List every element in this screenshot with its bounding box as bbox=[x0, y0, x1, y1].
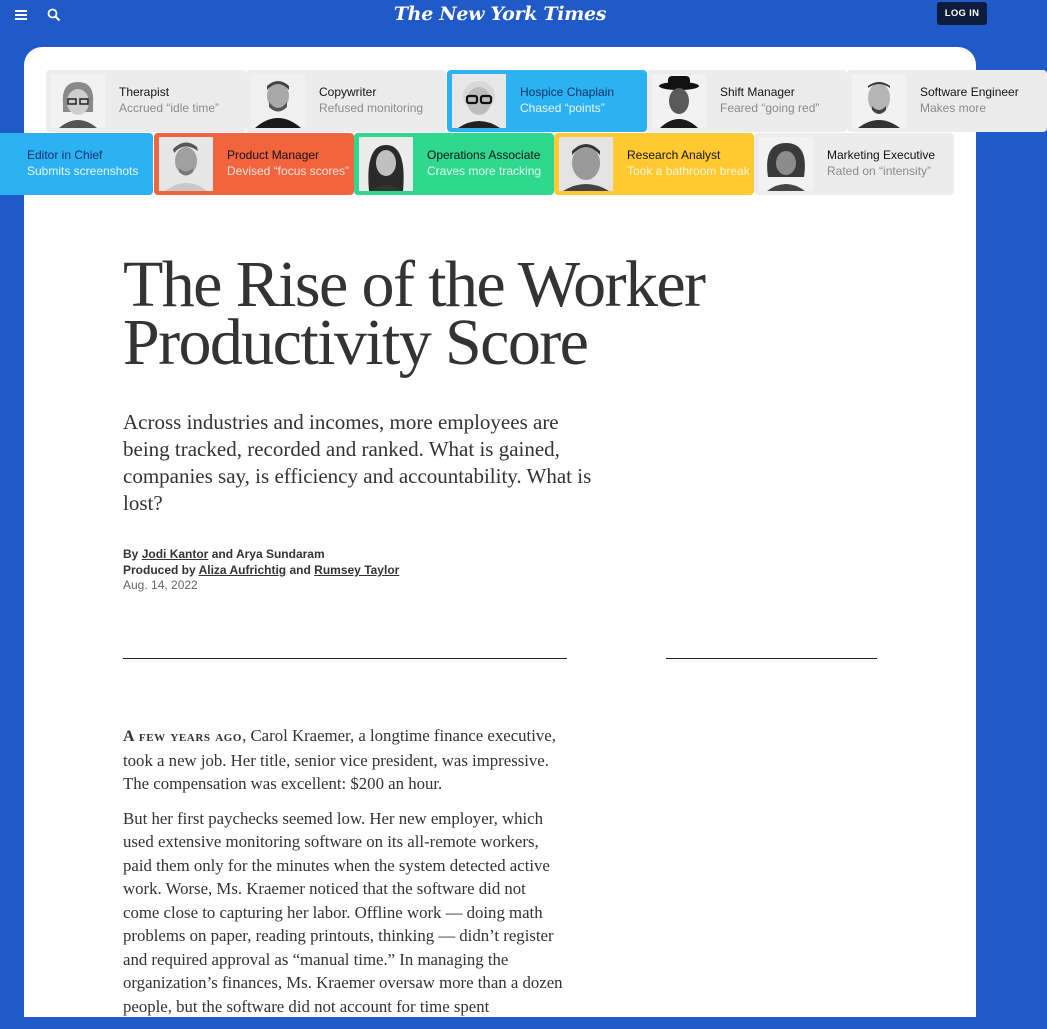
tile-role: Editor in Chief bbox=[27, 148, 103, 162]
tile-role: Hospice Chaplain bbox=[520, 85, 615, 99]
byline-and: and bbox=[211, 547, 234, 561]
nyt-logo[interactable]: The New York Times bbox=[393, 3, 607, 25]
article-body bbox=[123, 724, 565, 1029]
author-name-arya-sundaram: Arya Sundaram bbox=[235, 547, 325, 561]
divider bbox=[666, 658, 877, 659]
carousel-tile-software-engineer[interactable] bbox=[847, 70, 1047, 132]
byline bbox=[123, 546, 399, 578]
headline-line-2: Productivity Score bbox=[123, 306, 588, 379]
carousel-tile-product-manager[interactable] bbox=[154, 133, 354, 195]
carousel-tile-research-analyst[interactable] bbox=[554, 133, 754, 195]
carousel-tile-shift-manager[interactable] bbox=[647, 70, 847, 132]
tile-role: Marketing Executive bbox=[827, 148, 936, 162]
tile-role: Product Manager bbox=[227, 148, 320, 162]
tile-role: Copywriter bbox=[319, 85, 377, 99]
portrait-photo bbox=[852, 74, 906, 128]
tile-description: Submits screenshots bbox=[27, 164, 139, 178]
tile-description: Makes more bbox=[920, 101, 987, 115]
tile-description: Refused monitoring bbox=[319, 101, 424, 115]
publish-date: Aug. 14, 2022 bbox=[123, 578, 198, 592]
carousel-tile-hospice-chaplain[interactable] bbox=[447, 70, 647, 132]
byline-and: and bbox=[289, 563, 311, 577]
article-card bbox=[24, 47, 1019, 1017]
producer-link-rumsey-taylor[interactable]: Rumsey Taylor bbox=[314, 563, 400, 577]
portrait-photo bbox=[251, 74, 305, 128]
login-button[interactable]: LOG IN bbox=[937, 2, 987, 25]
portrait-photo bbox=[559, 137, 613, 191]
portrait-photo bbox=[652, 74, 706, 128]
tile-description: Craves more tracking bbox=[427, 164, 542, 178]
tile-role: Shift Manager bbox=[720, 85, 795, 99]
lead-in: A few years ago bbox=[123, 728, 243, 745]
tile-description: Rated on “intensity” bbox=[827, 164, 932, 178]
paragraph-text: , Carol Kraemer, a longtime finance executive, took a new job. Her title, senior vice president, was impressive. The compensation was excellent: $200 an hour. bbox=[123, 726, 556, 793]
carousel-tile-copywriter[interactable] bbox=[246, 70, 446, 132]
byline-by: By bbox=[123, 547, 139, 561]
tile-description: Took a bathroom break bbox=[627, 164, 750, 178]
tile-role: Operations Associate bbox=[427, 148, 541, 162]
paragraph: But her first paychecks seemed low. Her new employer, which used extensive monitoring software on its all-remote workers, paid them only for the minutes when the system detected active work. Worse, Ms. Kraemer noticed that the software did not come close to capturing her labor. Offline work — doing math problems on paper, reading printouts, thinking — didn’t register and required approval as “manual time.” In managing the organization’s finances, Ms. Kraemer oversaw more than a dozen people, but the software did not account for time spent bbox=[123, 808, 563, 1016]
portrait-photo bbox=[159, 137, 213, 191]
author-link-jodi-kantor[interactable]: Jodi Kantor bbox=[141, 547, 209, 561]
headline-line-1: The Rise of the Worker bbox=[123, 248, 705, 321]
carousel-tile-editor-in-chief[interactable] bbox=[0, 133, 153, 195]
tile-description: Feared “going red” bbox=[720, 101, 820, 115]
carousel-tile-marketing-executive[interactable] bbox=[754, 133, 954, 195]
tile-role: Software Engineer bbox=[920, 85, 1019, 99]
producer-link-aliza-aufrichtig[interactable]: Aliza Aufrichtig bbox=[198, 563, 287, 577]
paragraph bbox=[123, 724, 565, 796]
article-summary: Across industries and incomes, more employees are being tracked, recorded and ranked. What is gained, companies say, is efficiency and accountability. What is lost? bbox=[123, 410, 592, 515]
top-bar bbox=[0, 0, 1000, 32]
carousel-tile-operations-associate[interactable] bbox=[354, 133, 554, 195]
portrait-photo bbox=[359, 137, 413, 191]
tile-role: Therapist bbox=[119, 85, 170, 99]
tile-description: Chased “points” bbox=[520, 101, 605, 115]
tile-role: Research Analyst bbox=[627, 148, 721, 162]
divider bbox=[123, 658, 567, 659]
page-title bbox=[123, 248, 763, 379]
portrait-photo bbox=[51, 74, 105, 128]
tile-description: Accrued “idle time” bbox=[119, 101, 220, 115]
portrait-photo bbox=[759, 137, 813, 191]
tile-description: Devised “focus scores” bbox=[227, 164, 350, 178]
produced-by-label: Produced by bbox=[123, 563, 196, 577]
portrait-photo bbox=[452, 74, 506, 128]
carousel-tile-therapist[interactable] bbox=[46, 70, 246, 132]
